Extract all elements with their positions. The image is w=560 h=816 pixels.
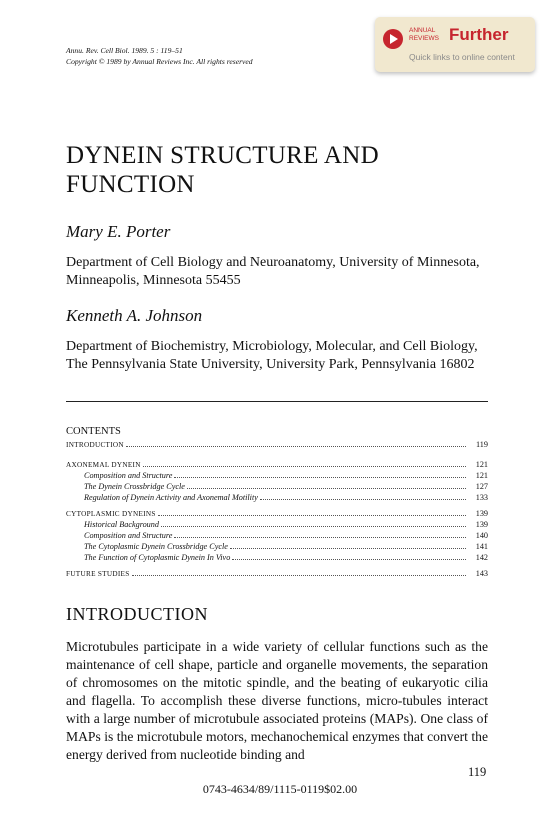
toc-entry-page: 121 [475, 471, 488, 480]
article-identifier: 0743-4634/89/1115-0119$02.00 [202, 782, 358, 796]
toc-entry [66, 459, 488, 470]
author-affiliation [66, 338, 478, 374]
journal-citation-line: Annu. Rev. Cell Biol. 1989. 5 : 119–51 [66, 46, 183, 55]
badge-publisher [409, 27, 439, 42]
toc-entry-page: 121 [475, 460, 488, 469]
copyright-line: Copyright © 1989 by Annual Reviews Inc. All rights reserved [66, 57, 253, 66]
badge-publisher-line: REVIEWS [409, 34, 439, 42]
author-name: Kenneth A. Johnson [66, 306, 203, 325]
affiliation-line: The Pennsylvania State University, University Park, Pennsylvania 16802 [66, 357, 475, 372]
affiliation-line: Department of Biochemistry, Microbiology, Molecular, and Cell Biology, [66, 339, 478, 354]
badge-publisher-line: ANNUAL [409, 27, 436, 34]
body-paragraph: Microtubules participate in a wide variety of cellular functions such as the maintenance of cell shape, particle and organelle movements, the separation of chromosomes on the mitotic spindle, and the beating of eukaryotic cilia and flagella. To accomplish these diverse functions, micro-tubules interact with a large number of microtubule associated proteins (MAPs). One class of MAPs is the microtubule motors, mechanochemical enzymes that convert the energy derived from nucleotide binding and [66, 639, 488, 762]
toc-entry-page: 142 [475, 553, 488, 562]
toc-entry-label: Historical Background [84, 520, 159, 529]
section-heading: INTRODUCTION [66, 604, 208, 624]
toc-entry-page: 133 [475, 493, 488, 502]
toc-entry [66, 439, 488, 450]
toc-entry-label: INTRODUCTION [66, 441, 124, 449]
toc-entry-label: FUTURE STUDIES [66, 570, 130, 578]
article-title-line: FUNCTION [66, 171, 195, 198]
article-title [66, 141, 379, 199]
toc-entry-page: 139 [475, 520, 488, 529]
toc-entry [66, 470, 488, 481]
toc-entry-page: 139 [475, 509, 488, 518]
badge-subtitle: Quick links to online content [409, 52, 515, 62]
toc-entry [66, 541, 488, 552]
affiliation-line: Minneapolis, Minnesota 55455 [66, 273, 241, 288]
toc-entry [66, 552, 488, 563]
toc-entry-label: The Cytoplasmic Dynein Crossbridge Cycle [84, 542, 228, 551]
further-badge[interactable] [375, 17, 535, 72]
toc-entry-label: Composition and Structure [84, 531, 173, 540]
toc-entry-label: The Function of Cytoplasmic Dynein In Vivo [84, 553, 231, 562]
toc-entry-page: 141 [475, 542, 488, 551]
toc-entry [66, 530, 488, 541]
toc-entry [66, 508, 488, 519]
toc-entry-page: 127 [475, 482, 488, 491]
toc-entry-label: Regulation of Dynein Activity and Axonemal Motility [84, 493, 258, 502]
badge-brand: Further [449, 25, 509, 44]
page-number: 119 [468, 765, 487, 779]
toc-entry [66, 519, 488, 530]
toc-entry-label: Composition and Structure [84, 471, 173, 480]
toc-entry-page: 119 [476, 440, 488, 449]
toc-entry-page: 140 [475, 531, 488, 540]
article-title-line: DYNEIN STRUCTURE AND [66, 142, 379, 169]
toc-entry [66, 481, 488, 492]
author-affiliation [66, 254, 480, 290]
annual-reviews-play-icon [383, 29, 403, 49]
toc-entry [66, 568, 488, 579]
divider [66, 401, 488, 402]
toc-entry-label: AXONEMAL DYNEIN [66, 461, 141, 469]
journal-citation [66, 45, 253, 67]
author-name: Mary E. Porter [66, 222, 171, 241]
toc-entry-label: CYTOPLASMIC DYNEINS [66, 510, 156, 518]
contents-heading: CONTENTS [66, 426, 121, 437]
toc-entry [66, 492, 488, 503]
affiliation-line: Department of Cell Biology and Neuroanatomy, University of Minnesota, [66, 255, 480, 270]
toc-entry-page: 143 [475, 569, 488, 578]
toc-entry-label: The Dynein Crossbridge Cycle [84, 482, 185, 491]
